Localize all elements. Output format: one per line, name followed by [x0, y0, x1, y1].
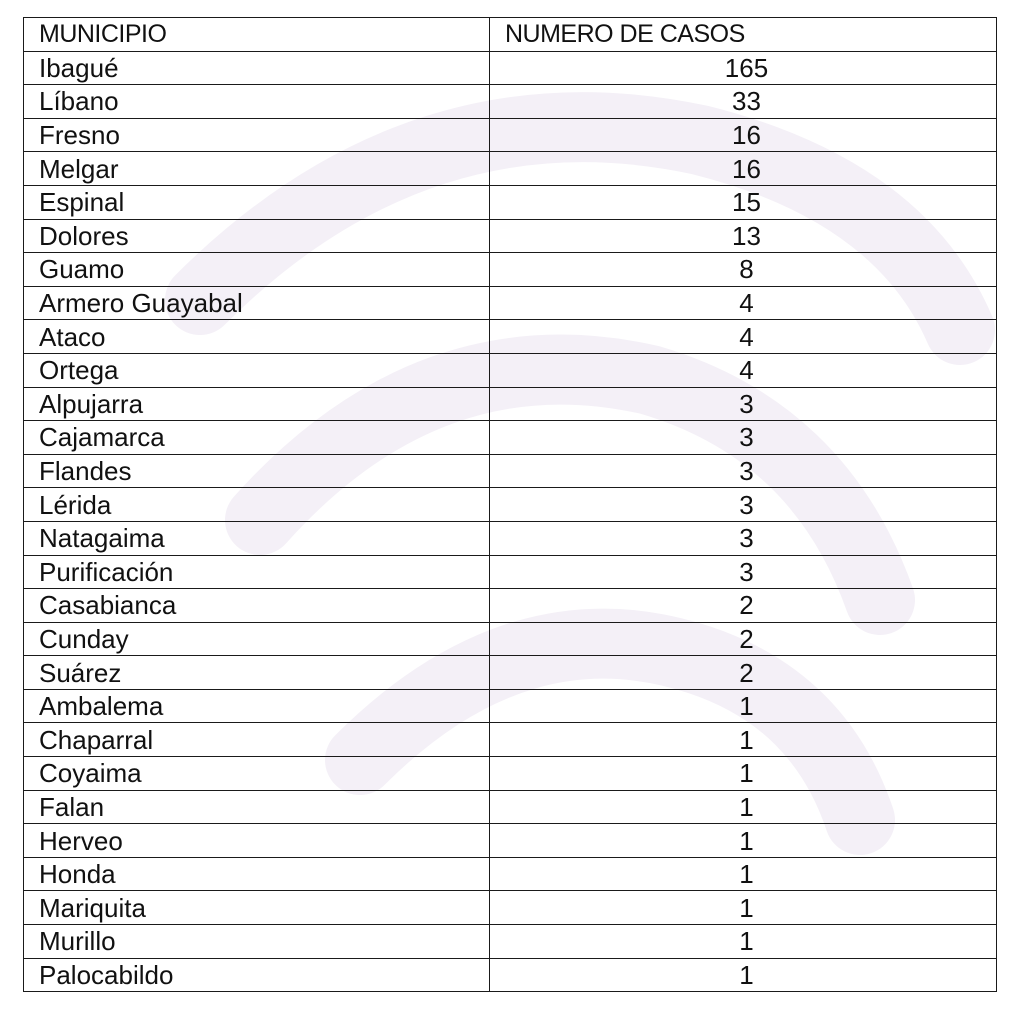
- table-row: [24, 555, 997, 589]
- municipio-cell: Espinal: [24, 185, 490, 219]
- municipio-cell: Cajamarca: [24, 421, 490, 455]
- table-row: [24, 790, 997, 824]
- casos-cell: [490, 253, 997, 287]
- municipio-cell: Ataco: [24, 320, 490, 354]
- casos-cell: [490, 353, 997, 387]
- table-row: [24, 824, 997, 858]
- header-numero-de-casos: NUMERO DE CASOS: [490, 18, 997, 52]
- casos-cell: [490, 118, 997, 152]
- casos-cell: [490, 757, 997, 791]
- casos-value: 3: [739, 388, 754, 419]
- casos-cell: [490, 521, 997, 555]
- casos-value: 3: [739, 523, 754, 554]
- casos-value: 13: [732, 220, 761, 251]
- municipio-cell: Palocabildo: [24, 958, 490, 992]
- municipio-cell: Casabianca: [24, 589, 490, 623]
- municipio-cell: Purificación: [24, 555, 490, 589]
- casos-cell: [490, 857, 997, 891]
- casos-value: 1: [739, 791, 754, 822]
- casos-cell: [490, 622, 997, 656]
- casos-value: 1: [739, 724, 754, 755]
- municipio-cell: Natagaima: [24, 521, 490, 555]
- header-row: [24, 18, 997, 52]
- casos-cell: [490, 454, 997, 488]
- table-row: [24, 286, 997, 320]
- municipio-cell: Honda: [24, 857, 490, 891]
- casos-cell: [490, 790, 997, 824]
- casos-cell: [490, 488, 997, 522]
- municipio-cell: Armero Guayabal: [24, 286, 490, 320]
- casos-value: 33: [732, 86, 761, 117]
- table-row: [24, 353, 997, 387]
- casos-cell: [490, 85, 997, 119]
- municipio-cell: Guamo: [24, 253, 490, 287]
- municipio-cell: Lérida: [24, 488, 490, 522]
- table-row: [24, 421, 997, 455]
- table-row: [24, 958, 997, 992]
- casos-cell: [490, 320, 997, 354]
- municipio-cell: Melgar: [24, 152, 490, 186]
- casos-value: 15: [732, 187, 761, 218]
- table-row: [24, 320, 997, 354]
- table-row: [24, 118, 997, 152]
- casos-value: 165: [724, 52, 769, 83]
- casos-cell: [490, 589, 997, 623]
- table-row: [24, 723, 997, 757]
- casos-value: 1: [739, 859, 754, 890]
- table-row: [24, 185, 997, 219]
- table-row: [24, 85, 997, 119]
- municipio-cell: Falan: [24, 790, 490, 824]
- casos-value: 1: [739, 959, 754, 990]
- table-row: [24, 757, 997, 791]
- casos-value: 3: [739, 489, 754, 520]
- casos-value: 1: [739, 758, 754, 789]
- header-municipio: MUNICIPIO: [24, 18, 490, 52]
- casos-value: 4: [739, 288, 754, 319]
- cases-table: [23, 17, 997, 992]
- casos-value: 3: [739, 556, 754, 587]
- table-row: [24, 622, 997, 656]
- table-row: [24, 857, 997, 891]
- municipio-cell: Ortega: [24, 353, 490, 387]
- table-row: [24, 891, 997, 925]
- table-row: [24, 454, 997, 488]
- municipio-cell: Cunday: [24, 622, 490, 656]
- table-row: [24, 488, 997, 522]
- casos-cell: [490, 824, 997, 858]
- casos-cell: [490, 421, 997, 455]
- casos-cell: [490, 689, 997, 723]
- casos-value: 1: [739, 892, 754, 923]
- casos-cell: [490, 555, 997, 589]
- municipio-cell: Murillo: [24, 925, 490, 959]
- casos-value: 2: [739, 590, 754, 621]
- casos-value: 2: [739, 623, 754, 654]
- table-row: [24, 253, 997, 287]
- casos-value: 16: [732, 120, 761, 151]
- casos-cell: [490, 656, 997, 690]
- casos-value: 2: [739, 657, 754, 688]
- table-row: [24, 152, 997, 186]
- table-row: [24, 219, 997, 253]
- municipio-cell: Ibagué: [24, 51, 490, 85]
- casos-value: 16: [732, 153, 761, 184]
- table-row: [24, 589, 997, 623]
- municipio-cell: Flandes: [24, 454, 490, 488]
- casos-cell: [490, 925, 997, 959]
- table-row: [24, 521, 997, 555]
- casos-value: 3: [739, 456, 754, 487]
- municipio-cell: Fresno: [24, 118, 490, 152]
- table-row: [24, 656, 997, 690]
- casos-value: 1: [739, 926, 754, 957]
- casos-cell: [490, 891, 997, 925]
- casos-value: 8: [739, 254, 754, 285]
- municipio-cell: Alpujarra: [24, 387, 490, 421]
- casos-cell: [490, 51, 997, 85]
- casos-cell: [490, 219, 997, 253]
- casos-value: 4: [739, 355, 754, 386]
- table-row: [24, 387, 997, 421]
- casos-value: 1: [739, 691, 754, 722]
- municipio-cell: Mariquita: [24, 891, 490, 925]
- table-row: [24, 925, 997, 959]
- casos-value: 4: [739, 321, 754, 352]
- casos-cell: [490, 152, 997, 186]
- municipio-cell: Herveo: [24, 824, 490, 858]
- municipio-cell: Ambalema: [24, 689, 490, 723]
- casos-cell: [490, 286, 997, 320]
- municipio-cell: Chaparral: [24, 723, 490, 757]
- municipio-cell: Suárez: [24, 656, 490, 690]
- table-row: [24, 689, 997, 723]
- casos-value: 1: [739, 825, 754, 856]
- municipio-cell: Dolores: [24, 219, 490, 253]
- casos-value: 3: [739, 422, 754, 453]
- municipio-cell: Líbano: [24, 85, 490, 119]
- casos-cell: [490, 958, 997, 992]
- table-row: [24, 51, 997, 85]
- municipio-cell: Coyaima: [24, 757, 490, 791]
- casos-cell: [490, 387, 997, 421]
- casos-cell: [490, 723, 997, 757]
- casos-cell: [490, 185, 997, 219]
